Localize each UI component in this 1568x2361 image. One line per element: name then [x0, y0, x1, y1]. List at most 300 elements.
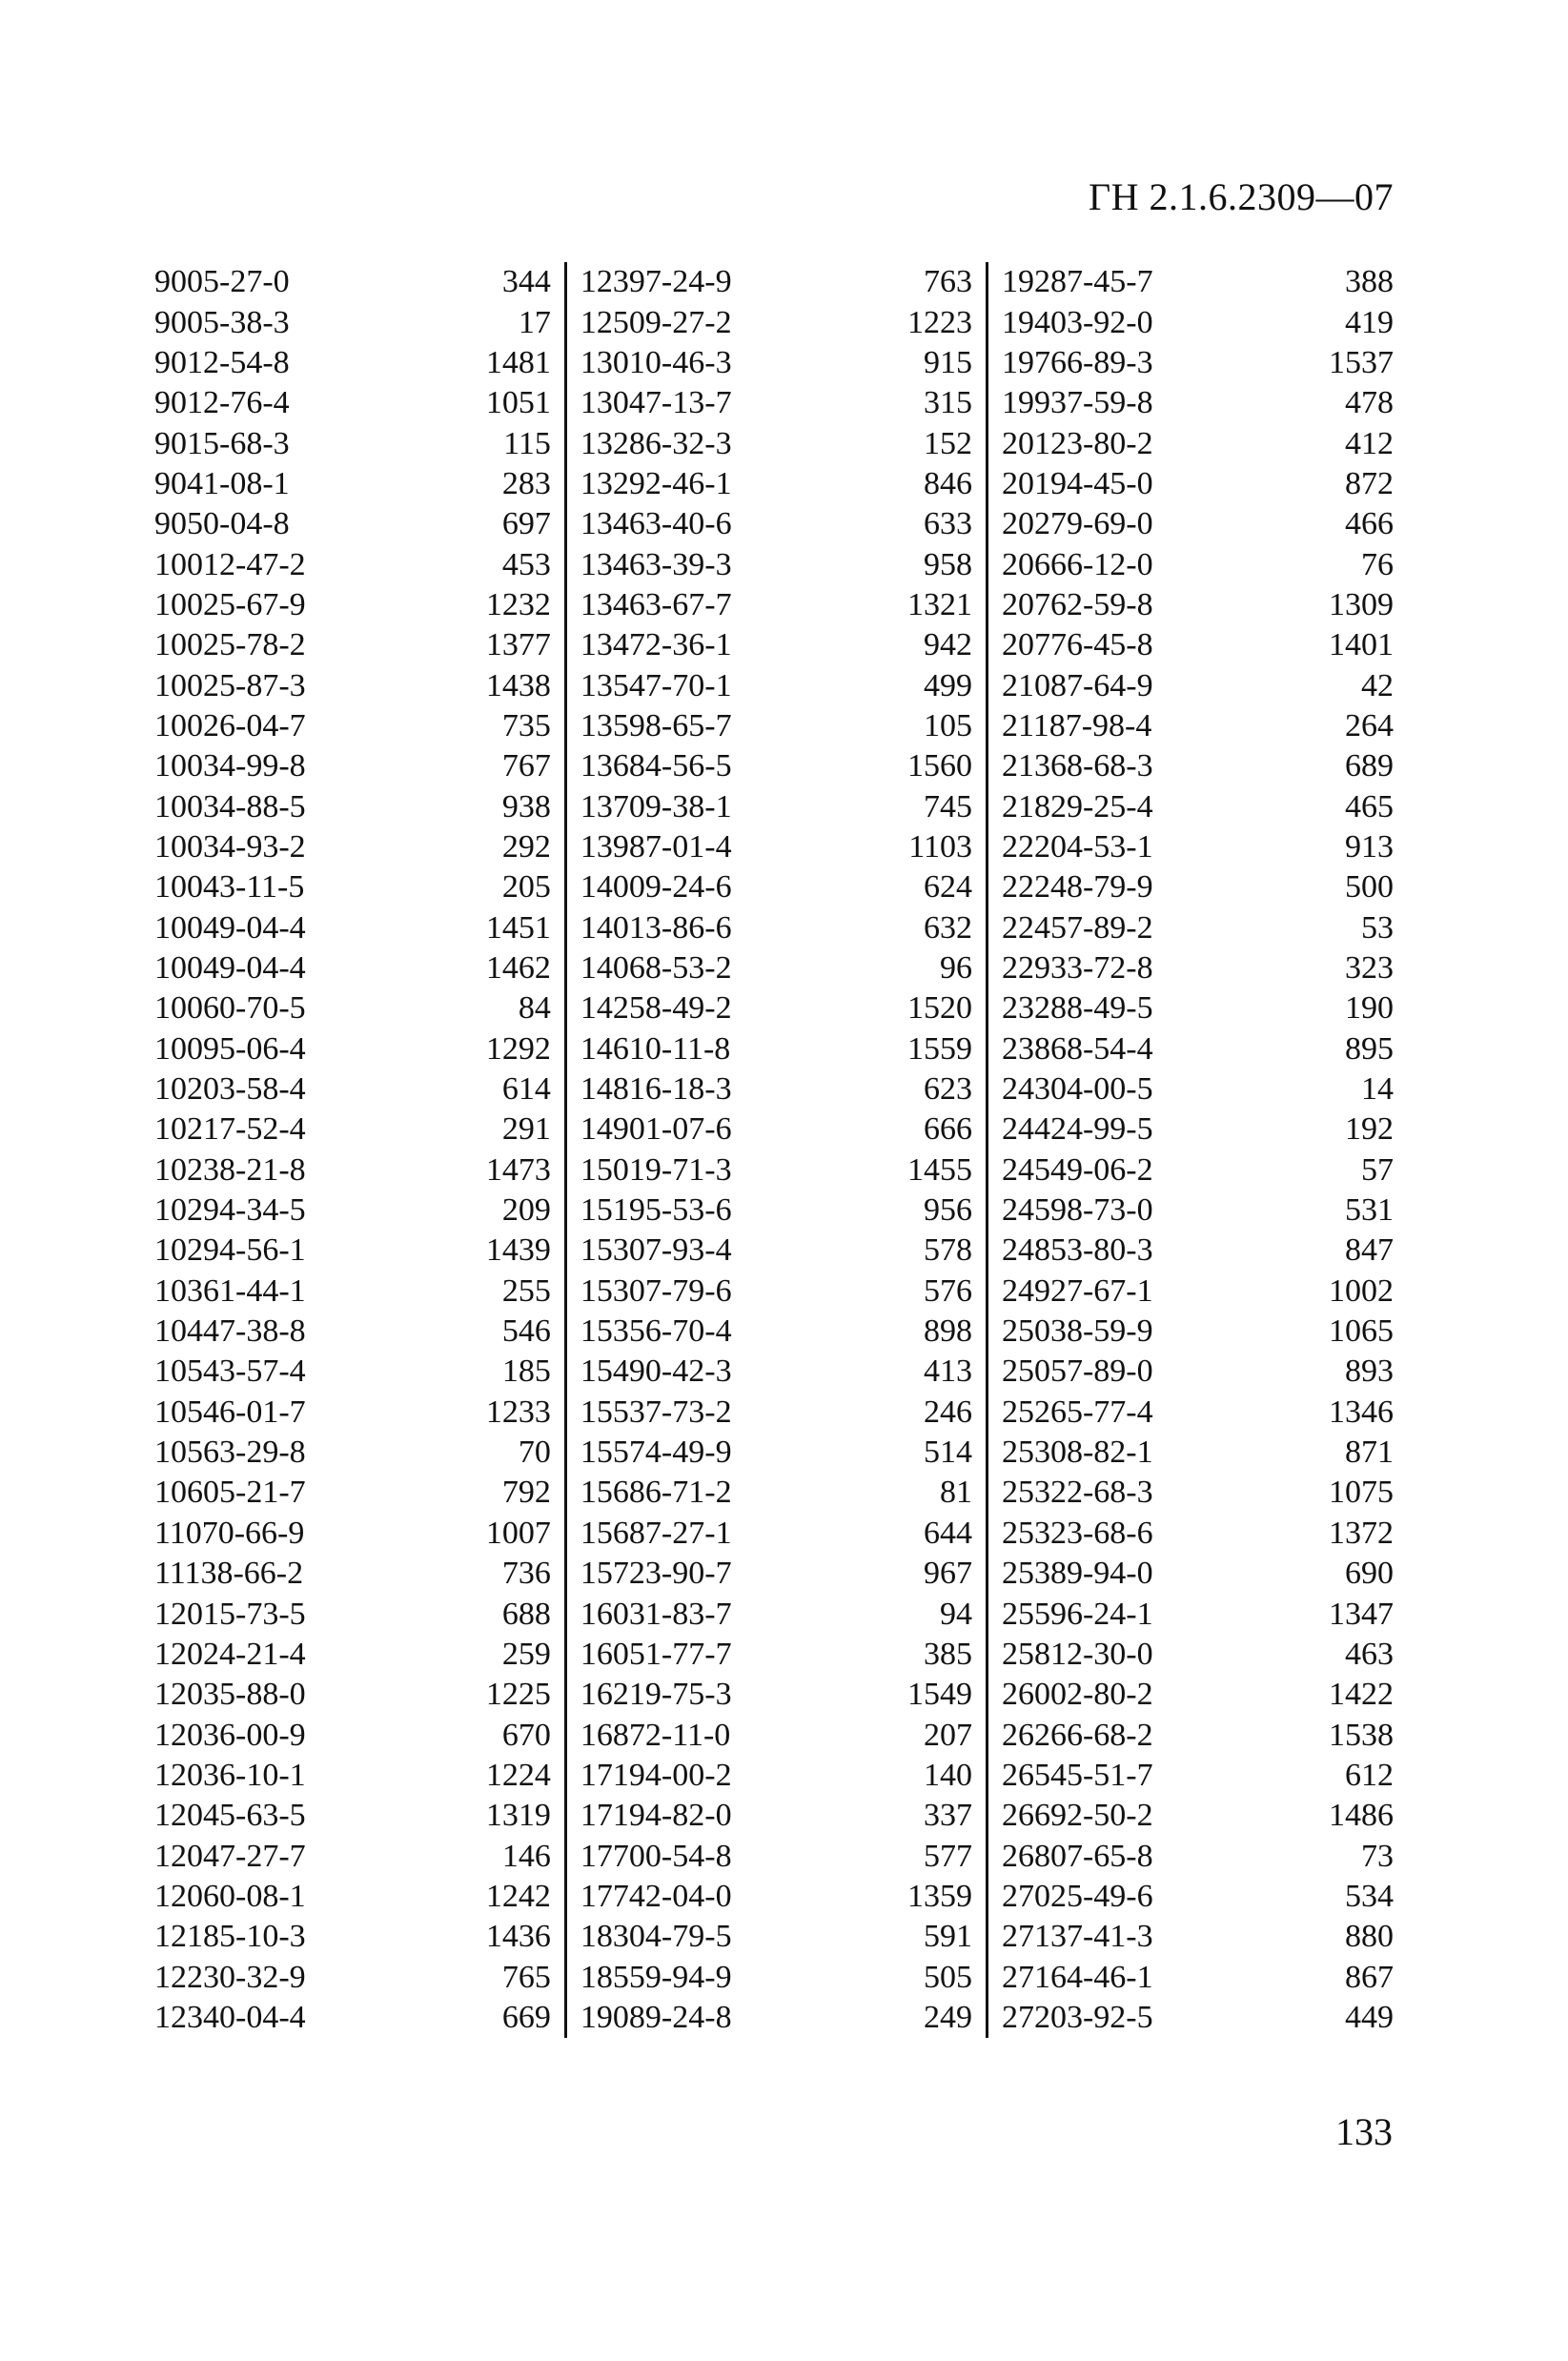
entry-number: 1359	[906, 1878, 972, 1914]
entry-number: 1242	[485, 1878, 551, 1914]
table-row	[154, 1352, 551, 1392]
entry-number: 463	[1344, 1636, 1394, 1672]
entry-number: 146	[501, 1838, 551, 1874]
table-column-2	[567, 262, 988, 2038]
entry-number: 246	[923, 1394, 972, 1430]
table-row	[1002, 786, 1394, 826]
table-row	[1002, 423, 1394, 463]
entry-number: 76	[1360, 546, 1394, 582]
cas-number: 25322-68-3	[1001, 1475, 1153, 1511]
table-row	[1002, 827, 1394, 867]
cas-number: 12045-63-5	[154, 1798, 306, 1834]
table-row	[154, 827, 551, 867]
table-row	[154, 1191, 551, 1231]
entry-number: 767	[501, 748, 551, 784]
entry-number: 736	[501, 1556, 551, 1592]
cas-number: 27203-92-5	[1001, 1999, 1153, 2035]
entry-number: 1346	[1328, 1394, 1394, 1430]
entry-number: 1537	[1328, 344, 1394, 380]
cas-number: 15019-71-3	[580, 1151, 732, 1188]
table-row	[580, 1675, 972, 1715]
cas-number: 9041-08-1	[154, 465, 290, 501]
cas-number: 13684-56-5	[580, 748, 732, 784]
cas-number: 10012-47-2	[154, 546, 306, 582]
cas-number: 13709-38-1	[580, 788, 732, 824]
table-row	[580, 1352, 972, 1392]
cas-number: 13292-46-1	[580, 465, 732, 501]
entry-number: 1223	[906, 304, 972, 340]
entry-number: 283	[501, 465, 551, 501]
table-row	[154, 1715, 551, 1755]
table-row	[580, 1877, 972, 1917]
table-row	[1002, 383, 1394, 423]
table-row	[580, 504, 972, 544]
table-row	[580, 908, 972, 948]
entry-number: 1481	[485, 344, 551, 380]
table-row	[154, 302, 551, 342]
table-row	[1002, 1836, 1394, 1876]
entry-number: 466	[1344, 506, 1394, 542]
cas-number: 10238-21-8	[154, 1151, 306, 1188]
cas-number: 12047-27-7	[154, 1838, 306, 1874]
entry-number: 792	[501, 1475, 551, 1511]
table-row	[154, 1836, 551, 1876]
entry-number: 14	[1360, 1071, 1394, 1108]
table-row	[154, 1272, 551, 1312]
cas-number: 12015-73-5	[154, 1596, 306, 1632]
entry-number: 190	[1344, 990, 1394, 1027]
cas-number: 9012-54-8	[154, 344, 290, 380]
cas-number: 22933-72-8	[1001, 950, 1153, 987]
table-row	[154, 1433, 551, 1473]
table-row	[580, 786, 972, 826]
table-row	[580, 948, 972, 988]
table-row	[154, 585, 551, 625]
cas-number: 10447-38-8	[154, 1313, 306, 1350]
table-row	[1002, 665, 1394, 705]
table-row	[1002, 1109, 1394, 1150]
table-row	[580, 1029, 972, 1069]
table-row	[1002, 908, 1394, 948]
table-row	[580, 262, 972, 302]
entry-number: 632	[923, 909, 972, 946]
cas-number: 21087-64-9	[1001, 667, 1153, 703]
table-row	[1002, 1998, 1394, 2038]
cas-number: 13472-36-1	[580, 627, 732, 663]
entry-number: 915	[923, 344, 972, 380]
entry-number: 42	[1360, 667, 1394, 703]
entry-number: 1559	[906, 1030, 972, 1067]
entry-number: 623	[923, 1071, 972, 1108]
cas-number: 10049-04-4	[154, 909, 306, 946]
entry-number: 846	[923, 465, 972, 501]
cas-number: 10026-04-7	[154, 707, 306, 743]
entry-number: 871	[1344, 1435, 1394, 1471]
cas-number: 13463-67-7	[580, 586, 732, 622]
cas-number: 13547-70-1	[580, 667, 732, 703]
table-row	[154, 262, 551, 302]
table-row	[580, 1514, 972, 1554]
cas-number: 14816-18-3	[580, 1071, 732, 1108]
table-row	[154, 665, 551, 705]
cas-number: 9015-68-3	[154, 425, 290, 461]
cas-index-table	[154, 262, 1394, 2038]
table-row	[1002, 948, 1394, 988]
entry-number: 1377	[485, 627, 551, 663]
cas-number: 24549-06-2	[1001, 1151, 1153, 1188]
table-row	[580, 383, 972, 423]
cas-number: 15195-53-6	[580, 1192, 732, 1229]
entry-number: 1462	[485, 950, 551, 987]
entry-number: 1401	[1328, 627, 1394, 663]
entry-number: 465	[1344, 788, 1394, 824]
table-row	[580, 1836, 972, 1876]
table-row	[580, 423, 972, 463]
entry-number: 105	[923, 707, 972, 743]
entry-number: 57	[1360, 1151, 1394, 1188]
cas-number: 10361-44-1	[154, 1272, 306, 1309]
table-row	[1002, 1917, 1394, 1957]
cas-number: 12036-10-1	[154, 1757, 306, 1793]
entry-number: 412	[1344, 425, 1394, 461]
table-row	[154, 746, 551, 786]
table-row	[1002, 302, 1394, 342]
cas-number: 26807-65-8	[1001, 1838, 1153, 1874]
table-row	[580, 1756, 972, 1796]
cas-number: 16031-83-7	[580, 1596, 732, 1632]
cas-number: 9050-04-8	[154, 506, 290, 542]
table-row	[1002, 262, 1394, 302]
cas-number: 20279-69-0	[1001, 506, 1153, 542]
table-row	[154, 1675, 551, 1715]
table-row	[580, 827, 972, 867]
cas-number: 18559-94-9	[580, 1959, 732, 1995]
cas-number: 15686-71-2	[580, 1475, 732, 1511]
cas-number: 9005-38-3	[154, 304, 290, 340]
entry-number: 1002	[1328, 1272, 1394, 1309]
table-row	[580, 464, 972, 504]
entry-number: 344	[501, 264, 551, 300]
table-row	[580, 746, 972, 786]
cas-number: 11070-66-9	[154, 1515, 305, 1551]
table-row	[1002, 1191, 1394, 1231]
table-row	[1002, 343, 1394, 383]
cas-number: 19403-92-0	[1001, 304, 1153, 340]
entry-number: 898	[923, 1313, 972, 1350]
entry-number: 255	[501, 1272, 551, 1309]
entry-number: 614	[501, 1071, 551, 1108]
cas-number: 16051-77-7	[580, 1636, 732, 1672]
cas-number: 15307-79-6	[580, 1272, 732, 1309]
table-row	[154, 1069, 551, 1109]
cas-number: 26266-68-2	[1001, 1717, 1153, 1753]
table-row	[580, 665, 972, 705]
entry-number: 893	[1344, 1354, 1394, 1390]
cas-number: 26692-50-2	[1001, 1798, 1153, 1834]
entry-number: 1007	[485, 1515, 551, 1551]
table-row	[580, 1433, 972, 1473]
cas-number: 15307-93-4	[580, 1232, 732, 1269]
table-row	[154, 544, 551, 584]
table-row	[1002, 1514, 1394, 1554]
cas-number: 11138-66-2	[154, 1556, 304, 1592]
entry-number: 1103	[908, 828, 972, 865]
entry-number: 913	[1344, 828, 1394, 865]
cas-number: 12340-04-4	[154, 1999, 306, 2035]
entry-number: 1473	[485, 1151, 551, 1188]
cas-number: 10025-87-3	[154, 667, 306, 703]
entry-number: 453	[501, 546, 551, 582]
table-row	[1002, 1433, 1394, 1473]
cas-number: 13047-13-7	[580, 385, 732, 421]
cas-number: 12036-00-9	[154, 1717, 306, 1753]
entry-number: 205	[501, 869, 551, 906]
table-row	[1002, 585, 1394, 625]
entry-number: 1321	[906, 586, 972, 622]
table-row	[1002, 746, 1394, 786]
entry-number: 337	[923, 1798, 972, 1834]
cas-number: 24424-99-5	[1001, 1111, 1153, 1148]
table-row	[154, 625, 551, 665]
table-row	[1002, 1029, 1394, 1069]
table-row	[154, 786, 551, 826]
cas-number: 10217-52-4	[154, 1111, 306, 1148]
table-row	[580, 1917, 972, 1957]
entry-number: 140	[923, 1757, 972, 1793]
entry-number: 1439	[485, 1232, 551, 1269]
table-row	[580, 1150, 972, 1191]
entry-number: 872	[1344, 465, 1394, 501]
entry-number: 207	[923, 1717, 972, 1753]
table-row	[154, 1150, 551, 1191]
entry-number: 666	[923, 1111, 972, 1148]
entry-number: 84	[518, 990, 551, 1027]
table-row	[580, 1069, 972, 1109]
entry-number: 591	[923, 1919, 972, 1955]
table-row	[580, 1796, 972, 1836]
cas-number: 12397-24-9	[580, 264, 732, 300]
entry-number: 1051	[485, 385, 551, 421]
cas-number: 13987-01-4	[580, 828, 732, 865]
cas-number: 14013-86-6	[580, 909, 732, 946]
cas-number: 15356-70-4	[580, 1313, 732, 1350]
table-row	[1002, 1231, 1394, 1271]
cas-number: 25038-59-9	[1001, 1313, 1153, 1350]
cas-number: 24304-00-5	[1001, 1071, 1153, 1108]
cas-number: 19287-45-7	[1001, 264, 1153, 300]
entry-number: 1319	[485, 1798, 551, 1834]
entry-number: 688	[501, 1596, 551, 1632]
table-row	[580, 1191, 972, 1231]
entry-number: 505	[923, 1959, 972, 1995]
table-row	[154, 1393, 551, 1433]
cas-number: 19766-89-3	[1001, 344, 1153, 380]
table-row	[1002, 1796, 1394, 1836]
table-row	[580, 585, 972, 625]
table-row	[580, 1998, 972, 2038]
table-row	[154, 988, 551, 1028]
entry-number: 1455	[906, 1151, 972, 1188]
table-row	[154, 1554, 551, 1594]
cas-number: 25389-94-0	[1001, 1556, 1153, 1592]
entry-number: 478	[1344, 385, 1394, 421]
cas-number: 21829-25-4	[1001, 788, 1153, 824]
cas-number: 15574-49-9	[580, 1435, 732, 1471]
entry-number: 847	[1344, 1232, 1394, 1269]
cas-number: 25812-30-0	[1001, 1636, 1153, 1672]
entry-number: 499	[923, 667, 972, 703]
cas-number: 14610-11-8	[580, 1030, 731, 1067]
entry-number: 413	[923, 1354, 972, 1390]
table-column-3	[988, 262, 1394, 2038]
entry-number: 500	[1344, 869, 1394, 906]
table-row	[1002, 1554, 1394, 1594]
table-row	[154, 706, 551, 746]
table-row	[154, 948, 551, 988]
cas-number: 13286-32-3	[580, 425, 732, 461]
entry-number: 1292	[485, 1030, 551, 1067]
table-row	[154, 1917, 551, 1957]
table-row	[154, 1998, 551, 2038]
cas-number: 13463-39-3	[580, 546, 732, 582]
entry-number: 956	[923, 1192, 972, 1229]
entry-number: 958	[923, 546, 972, 582]
entry-number: 576	[923, 1272, 972, 1309]
entry-number: 152	[923, 425, 972, 461]
table-row	[1002, 625, 1394, 665]
table-row	[1002, 1877, 1394, 1917]
entry-number: 880	[1344, 1919, 1394, 1955]
cas-number: 15490-42-3	[580, 1354, 732, 1390]
entry-number: 249	[923, 1999, 972, 2035]
entry-number: 73	[1360, 1838, 1394, 1874]
table-row	[1002, 1957, 1394, 1997]
entry-number: 1436	[485, 1919, 551, 1955]
entry-number: 388	[1344, 264, 1394, 300]
cas-number: 22204-53-1	[1001, 828, 1153, 865]
entry-number: 1451	[485, 909, 551, 946]
cas-number: 10043-11-5	[154, 869, 305, 906]
table-row	[580, 343, 972, 383]
entry-number: 1225	[485, 1677, 551, 1713]
table-row	[580, 706, 972, 746]
entry-number: 867	[1344, 1959, 1394, 1995]
table-row	[580, 1393, 972, 1433]
table-row	[580, 867, 972, 907]
cas-number: 17194-82-0	[580, 1798, 732, 1834]
cas-number: 26002-80-2	[1001, 1677, 1153, 1713]
entry-number: 745	[923, 788, 972, 824]
table-column-1	[154, 262, 567, 2038]
table-row	[580, 1957, 972, 1997]
cas-number: 13010-46-3	[580, 344, 732, 380]
entry-number: 53	[1360, 909, 1394, 946]
cas-number: 9005-27-0	[154, 264, 290, 300]
cas-number: 16219-75-3	[580, 1677, 732, 1713]
cas-number: 27025-49-6	[1001, 1878, 1153, 1914]
cas-number: 10034-99-8	[154, 748, 306, 784]
page-number: 133	[1335, 2110, 1393, 2153]
table-row	[1002, 464, 1394, 504]
table-row	[154, 1635, 551, 1675]
entry-number: 577	[923, 1838, 972, 1874]
entry-number: 697	[501, 506, 551, 542]
entry-number: 1372	[1328, 1515, 1394, 1551]
entry-number: 938	[501, 788, 551, 824]
cas-number: 12060-08-1	[154, 1878, 306, 1914]
cas-number: 20776-45-8	[1001, 627, 1153, 663]
table-row	[154, 504, 551, 544]
cas-number: 14258-49-2	[580, 990, 732, 1027]
cas-number: 27164-46-1	[1001, 1959, 1153, 1995]
table-row	[154, 383, 551, 423]
entry-number: 895	[1344, 1030, 1394, 1067]
cas-number: 15687-27-1	[580, 1515, 732, 1551]
cas-number: 12185-10-3	[154, 1919, 306, 1955]
entry-number: 1232	[485, 586, 551, 622]
table-row	[580, 1312, 972, 1352]
entry-number: 578	[923, 1232, 972, 1269]
entry-number: 209	[501, 1192, 551, 1229]
cas-number: 12230-32-9	[154, 1959, 306, 1995]
entry-number: 1309	[1328, 586, 1394, 622]
entry-number: 81	[939, 1475, 972, 1511]
entry-number: 942	[923, 627, 972, 663]
table-row	[154, 1594, 551, 1634]
table-row	[580, 302, 972, 342]
table-row	[154, 1877, 551, 1917]
entry-number: 763	[923, 264, 972, 300]
entry-number: 323	[1344, 950, 1394, 987]
table-row	[1002, 988, 1394, 1028]
cas-number: 13598-65-7	[580, 707, 732, 743]
entry-number: 449	[1344, 1999, 1394, 2035]
cas-number: 22248-79-9	[1001, 869, 1153, 906]
entry-number: 1224	[485, 1757, 551, 1793]
entry-number: 1065	[1328, 1313, 1394, 1350]
entry-number: 94	[939, 1596, 972, 1632]
entry-number: 1560	[906, 748, 972, 784]
entry-number: 115	[503, 425, 551, 461]
entry-number: 1233	[485, 1394, 551, 1430]
entry-number: 1422	[1328, 1677, 1394, 1713]
table-row	[580, 1594, 972, 1634]
table-row	[1002, 1473, 1394, 1513]
table-row	[154, 1796, 551, 1836]
cas-number: 24853-80-3	[1001, 1232, 1153, 1269]
table-row	[580, 1554, 972, 1594]
entry-number: 1538	[1328, 1717, 1394, 1753]
table-row	[154, 1756, 551, 1796]
cas-number: 20123-80-2	[1001, 425, 1153, 461]
table-row	[154, 867, 551, 907]
table-row	[580, 1272, 972, 1312]
table-row	[154, 1957, 551, 1997]
entry-number: 670	[501, 1717, 551, 1753]
table-row	[1002, 544, 1394, 584]
entry-number: 690	[1344, 1556, 1394, 1592]
cas-number: 10025-67-9	[154, 586, 306, 622]
table-row	[154, 423, 551, 463]
cas-number: 10543-57-4	[154, 1354, 306, 1390]
table-row	[1002, 1675, 1394, 1715]
table-row	[580, 1715, 972, 1755]
cas-number: 16872-11-0	[580, 1717, 731, 1753]
entry-number: 624	[923, 869, 972, 906]
table-row	[1002, 1393, 1394, 1433]
entry-number: 315	[923, 385, 972, 421]
table-row	[580, 988, 972, 1028]
